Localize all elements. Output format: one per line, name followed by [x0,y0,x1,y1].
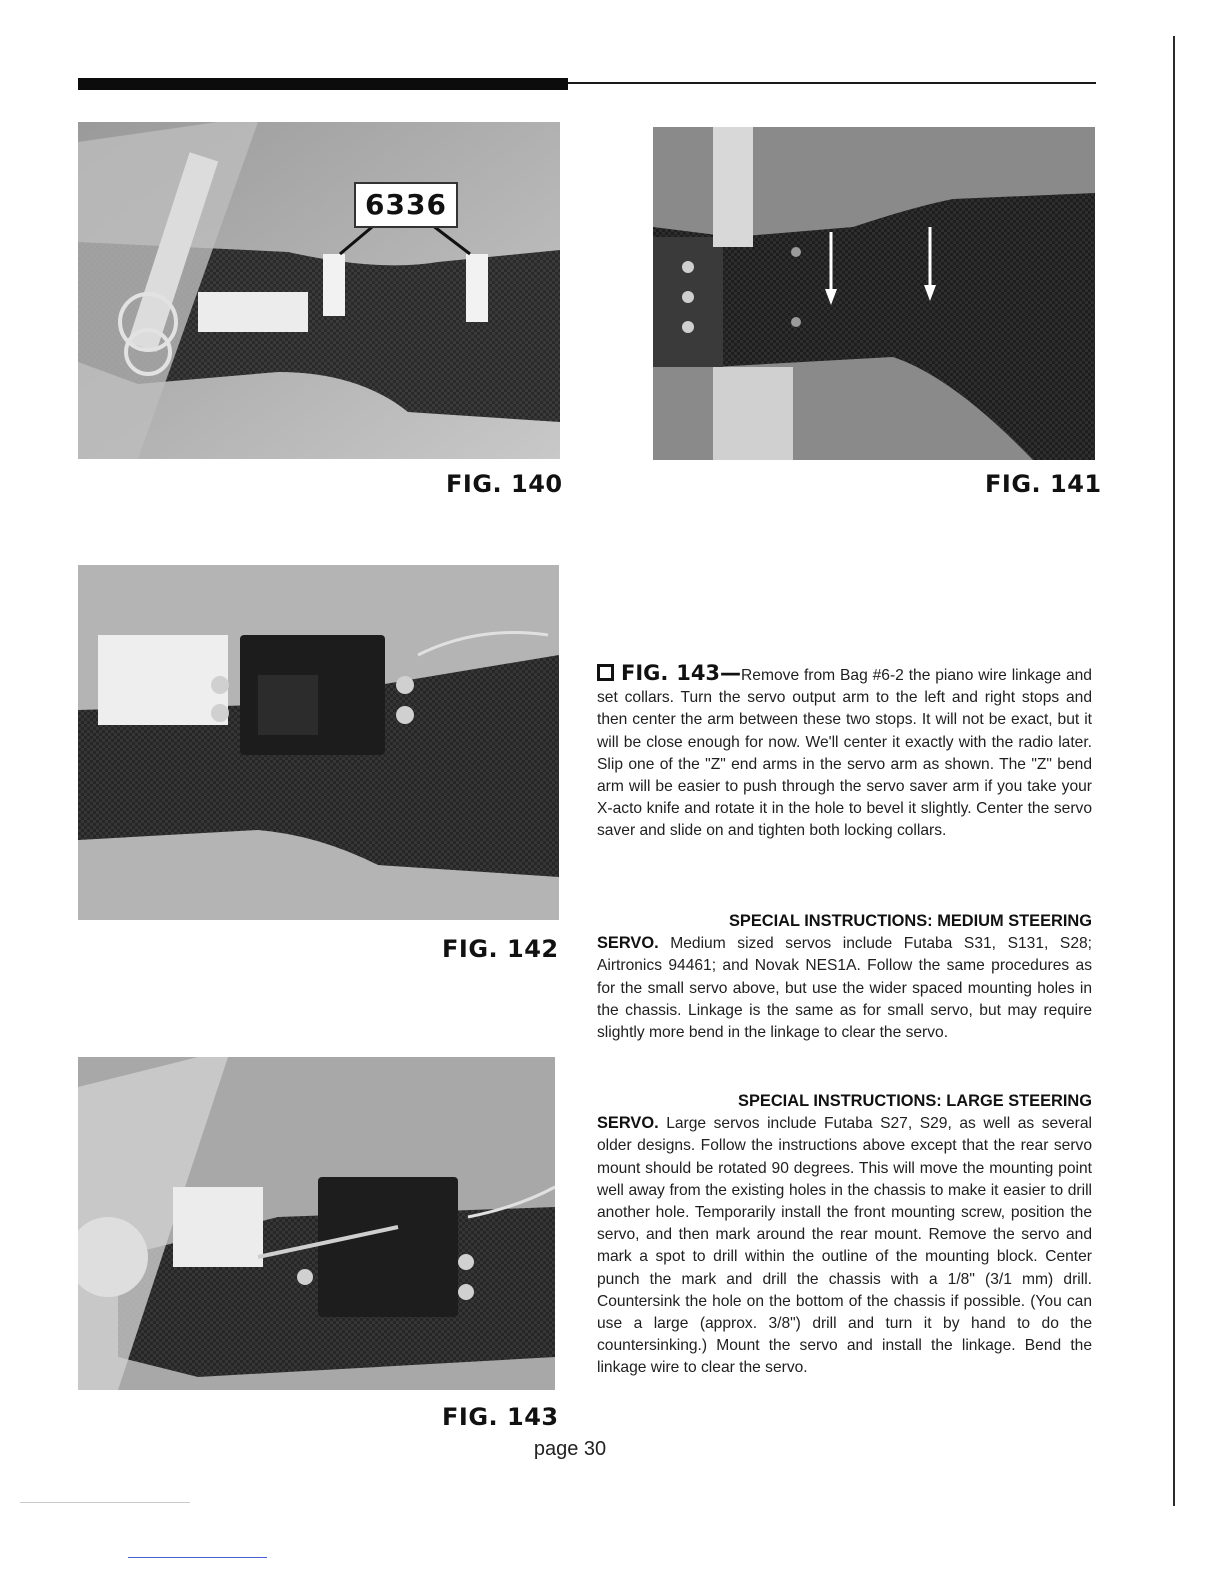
fig-142-photo [78,565,559,920]
step-body: Remove from Bag #6-2 the piano wire linkage and set collars. Turn the servo output arm to the left and right stops and then center the arm between these two stops. It will not be exact, but it will be close enough for now. We'll center it exactly with the radio later. Slip one of the "Z" end arms in the servo arm as shown. The "Z" bend arm will be easier to push through the servo saver arm if you take your X-acto knife and rotate it in the hole to bevel it slightly. Center the servo saver and slide on and tighten both locking collars. [597,667,1092,840]
page-number: page 30 [533,1438,607,1460]
fig-140-photo [78,122,560,459]
fig-141-caption: FIG. 141 [985,470,1102,498]
fig-140-caption: FIG. 140 [446,470,563,498]
header-rule-thick [78,78,568,90]
medium-servo-body: Medium sized servos include Futaba S31, S131, S28; Airtronics 94461; and Novak NES1A. Follow the same procedures as for the small servo above, but use the wider spaced mounting holes in the chassis. Linkage is the same as for small servo, but may require slightly more bend in the linkage to clear the servo. [597,935,1092,1042]
large-servo-section [597,1090,1092,1380]
large-servo-body: Large servos include Futaba S27, S29, as well as several older designs. Follow the instructions above except that the rear servo mount should be rotated 90 degrees. This will move the mounting point well away from the existing holes in the chassis to make it easier to drill another hole. Temporarily install the front mounting screw, position the servo, and then mark around the rear mount. Remove the servo and mark a spot to drill within the outline of the mounting block. Center punch the mark and drill the chassis with a 1/8" (3/1 mm) drill. Countersink the hole on the bottom of the chassis if possible. (You can use a large (approx. 3/8") drill and turn it by hand to do the countersinking.) Mount the servo and install the linkage. Bend the linkage wire to clear the servo. [597,1115,1092,1377]
fig-143-caption: FIG. 143 [442,1403,559,1431]
large-servo-heading: SPECIAL INSTRUCTIONS: LARGE STEERING [738,1092,1092,1110]
part-number-callout: 6336 [354,182,458,228]
medium-servo-heading: SPECIAL INSTRUCTIONS: MEDIUM STEERING [728,912,1092,930]
step-dash: — [720,661,742,685]
footer-link-underline[interactable] [128,1557,267,1558]
step-figure-ref: FIG. 143 [621,661,721,685]
large-servo-lead: SERVO. [597,1114,659,1133]
scan-artifact-line [20,1502,190,1503]
medium-servo-section [597,910,1092,1044]
step-checkbox[interactable] [597,664,614,681]
page-margin-line [1173,36,1175,1506]
header-rule-thin [568,82,1096,84]
fig-141-photo [653,127,1095,460]
fig-143-instructions [597,662,1092,843]
medium-servo-lead: SERVO. [597,934,659,953]
fig-143-photo [78,1057,555,1390]
fig-142-caption: FIG. 142 [442,935,559,963]
